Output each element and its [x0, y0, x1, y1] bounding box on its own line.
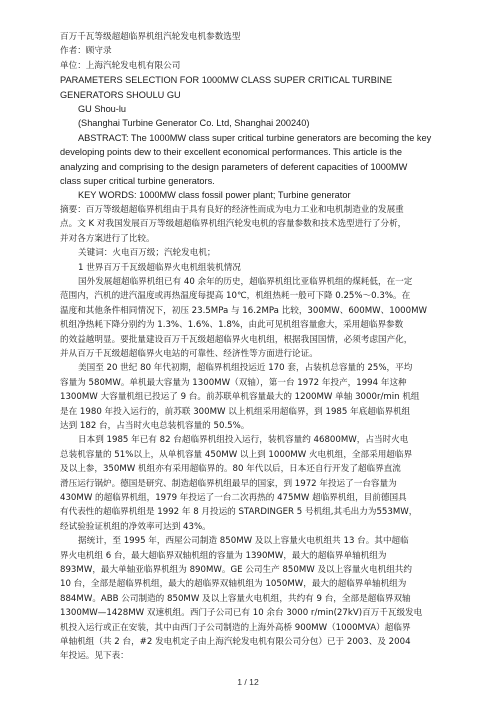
text-line: 884MW。ABB 公司制造的 850MW 及以上容量火电机组，共约有 9 台，全部是超临界双轴 [60, 593, 411, 604]
text-line: PARAMETERS SELECTION FOR 1000MW CLASS SUPER CRITICAL TURBINE [60, 75, 393, 86]
text-line: (Shanghai Turbine Generator Co. Ltd, Shanghai 200240) [78, 118, 310, 129]
text-line: 美国至 20 世纪 80 年代初期，超临界机组投运近 170 套，占装机总容量的 25%，平均 [78, 363, 413, 374]
text-line: 并从百万千瓦级超超临界火电站的可靠性、经济性等方面进行论证。 [60, 348, 318, 359]
text-line: 滑压运行锅炉。德国是研究、制造超临界机组最早的国家，到 1972 年投运了一台容量为 [60, 478, 397, 489]
text-line: 容量为 580MW。单机最大容量为 1300MW（双轴），第一台 1972 年投产，1994 年这种 [60, 377, 407, 388]
text-line: 是在 1980 年投入运行的，前苏联 300MW 以上机组采用超临界，到 1985 年底超临界机组 [60, 406, 411, 417]
text-line: KEY WORDS: 1000MW class fossil power plant; Turbine generator [78, 190, 351, 201]
text-line: 单轴机组（共 2 台，#2 发电机定子由上海汽轮发电机有限公司分包）已于 2003、及 2004 [60, 637, 411, 648]
text-line: 430MW 的超临界机组，1979 年投运了一台二次再热的 475MW 超临界机组，目前德国具 [60, 493, 407, 503]
text-line: 日本到 1985 年已有 82 台超临界机组投入运行，装机容量约 46800MW，占当时火电 [78, 435, 409, 446]
text-line: 并对各方案进行了比较。 [60, 233, 155, 244]
text-line: 1300MW—1428MW 双速机组。西门子公司已有 10 余台 3000 r/min(27kV)百万千瓦级发电 [60, 608, 423, 619]
page-number: 1 / 12 [237, 677, 259, 687]
text-line: 国外发展超超临界机组已有 40 余年的历史，超临界机组比亚临界机组的煤耗低，在一定 [78, 276, 413, 287]
text-line: 年投运。见下表： [60, 651, 129, 662]
text-line: 温度和其他条件相同情况下，初压 23.5MPa 与 16.2MPa 比较，300MW、600MW、1000MW [60, 305, 428, 316]
text-line: 10 台，全部是超临界机组，最大的超临界双轴机组为 1050MW，最大的超临界单轴机组为 [60, 579, 407, 590]
text-line: 经试验验证机组的净效率可达到 43%。 [60, 521, 211, 532]
text-line: class super critical turbine generators. [60, 176, 215, 187]
text-line: 有代表性的超临界机组是 1992 年 8 月投运的 STARDINGER 5 号机组,其毛出力为553MW， [60, 507, 418, 518]
text-line: 单位：上海汽轮发电机有限公司 [60, 60, 181, 71]
text-line: developing points dew to their excellent economical performances. This article is the [60, 147, 402, 158]
text-line: 摘要：百万等级超超临界机组由于具有良好的经济性而成为电力工业和电机制造业的发展重 [60, 204, 404, 215]
text-line: 据统计，至 1995 年，西屋公司制造 850MW 及以上容量火电机组共 13 台。其中超临 [78, 536, 409, 547]
text-line: GENERATORS SHOULU GU [60, 89, 181, 100]
text-line: 机组净热耗下降分别约为 1.3%、1.6%、1.8%，由此可见机组容量愈大，采用超临界参数 [60, 320, 404, 331]
text-line: GU Shou-lu [78, 104, 127, 115]
text-line: 总装机容量的 51%以上，从单机容量 450MW 以上到 1000MW 火电机组，全部采用超临界 [60, 449, 413, 460]
text-line: analyzing and comprising to the design parameters of deferent capacities of 1000MW [60, 161, 408, 172]
text-line: 关键词：火电百万级；汽轮发电机； [78, 248, 216, 259]
text-line: 及以上参，350MW 机组亦有采用超临界的。80 年代以后，日本还自行开发了超临界直流 [60, 464, 401, 475]
text-line: 达到 182 台，占当时火电总装机容量的 50.5%。 [60, 420, 250, 431]
document-body [60, 30, 450, 664]
text-line: ABSTRACT: The 1000MW class super critical turbine generators are becoming the key [78, 132, 432, 143]
text-line: 893MW，最大单轴亚临界机组为 890MW。GE 公司生产 850MW 及以上容量火电机组共约 [60, 565, 412, 576]
text-line: 作者：顾守录 [60, 46, 112, 57]
text-line: 1300MW 大容量机组已投运了 9 台。前苏联单机容量最大的 1200MW 单轴 3000r/min 机组 [60, 392, 420, 403]
text-line: 范围内，汽机的进汽温度或再热温度每提高 10℃，机组热耗一般可下降 0.25%～0.3%。在 [60, 291, 411, 302]
text-line: 的效益越明显。要批量建设百万千瓦级超超临界火电机组，根据我国国情，必须考虑国产化， [60, 334, 413, 345]
text-line: 界火电机组 6 台，最大超临界双轴机组的容量为 1390MW，最大的超临界单轴机组为 [60, 550, 387, 561]
text-line: 1 世界百万千瓦级超临界火电机组装机情况 [78, 262, 241, 273]
text-line: 百万千瓦等级超超临界机组汽轮发电机参数选型 [60, 32, 241, 42]
text-line: 点。文 K 对我国发展百万等级超超临界机组汽轮发电机的容量参数和技术选型进行了分析， [60, 219, 407, 230]
text-line: 机投入运行或正在安装，其中由西门子公司制造的上海外高桥 900MW（1000MVA）超临界 [60, 622, 411, 633]
